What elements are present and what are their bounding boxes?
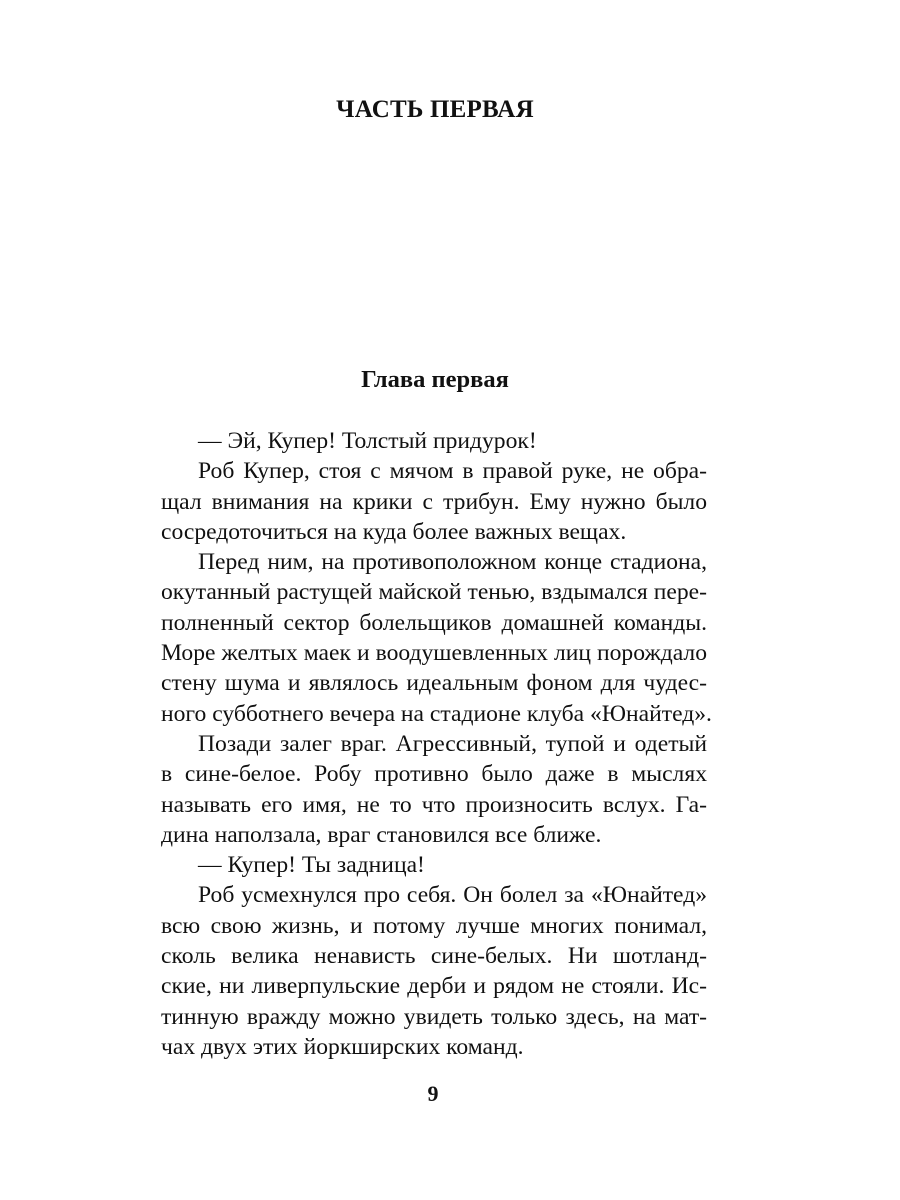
text-line: чах двух этих йоркширских команд.: [161, 1033, 524, 1060]
text-line: ские, ни ливерпульские дерби и рядом не стояли. Ис-: [161, 973, 707, 1000]
text-line: стену шума и являлось идеальным фоном для чудес-: [161, 670, 707, 697]
text-line: сколь велика ненависть сине-белых. Ни шотланд-: [161, 943, 707, 970]
text-line: всю свою жизнь, и потому лучше многих понимал,: [161, 912, 707, 939]
part-title: ЧАСТЬ ПЕРВАЯ: [336, 96, 534, 123]
body-text: [161, 426, 712, 1062]
text-line: полненный сектор болельщиков домашней команды.: [161, 609, 707, 636]
text-line: — Эй, Купер! Толстый придурок!: [198, 428, 537, 454]
chapter-title: Глава первая: [361, 366, 509, 393]
text-line: дина наползала, враг становился все ближе.: [161, 821, 602, 848]
text-line: сосредоточиться на куда более важных вещах.: [161, 518, 627, 545]
page-number: 9: [427, 1081, 439, 1106]
text-line: ного субботнего вечера на стадионе клуба «Юнайтед».: [161, 700, 712, 727]
text-line: окутанный растущей майской тенью, вздымался пере-: [161, 579, 707, 606]
text-line: Роб усмехнулся про себя. Он болел за «Юнайтед»: [198, 882, 707, 909]
text-line: щал внимания на крики с трибун. Ему нужно было: [161, 488, 707, 515]
text-line: Позади залег враг. Агрессивный, тупой и одетый: [198, 730, 707, 757]
text-line: — Купер! Ты задница!: [198, 852, 425, 879]
text-line: Роб Купер, стоя с мячом в правой руке, не обра-: [198, 458, 707, 485]
text-line: Перед ним, на противоположном конце стадиона,: [198, 549, 707, 576]
text-line: в сине-белое. Робу противно было даже в мыслях: [161, 761, 707, 788]
text-line: тинную вражду можно увидеть только здесь, на мат-: [161, 1003, 707, 1030]
text-line: Море желтых маек и воодушевленных лиц порождало: [161, 640, 707, 667]
text-line: называть его имя, не то что произносить вслух. Га-: [161, 791, 707, 818]
